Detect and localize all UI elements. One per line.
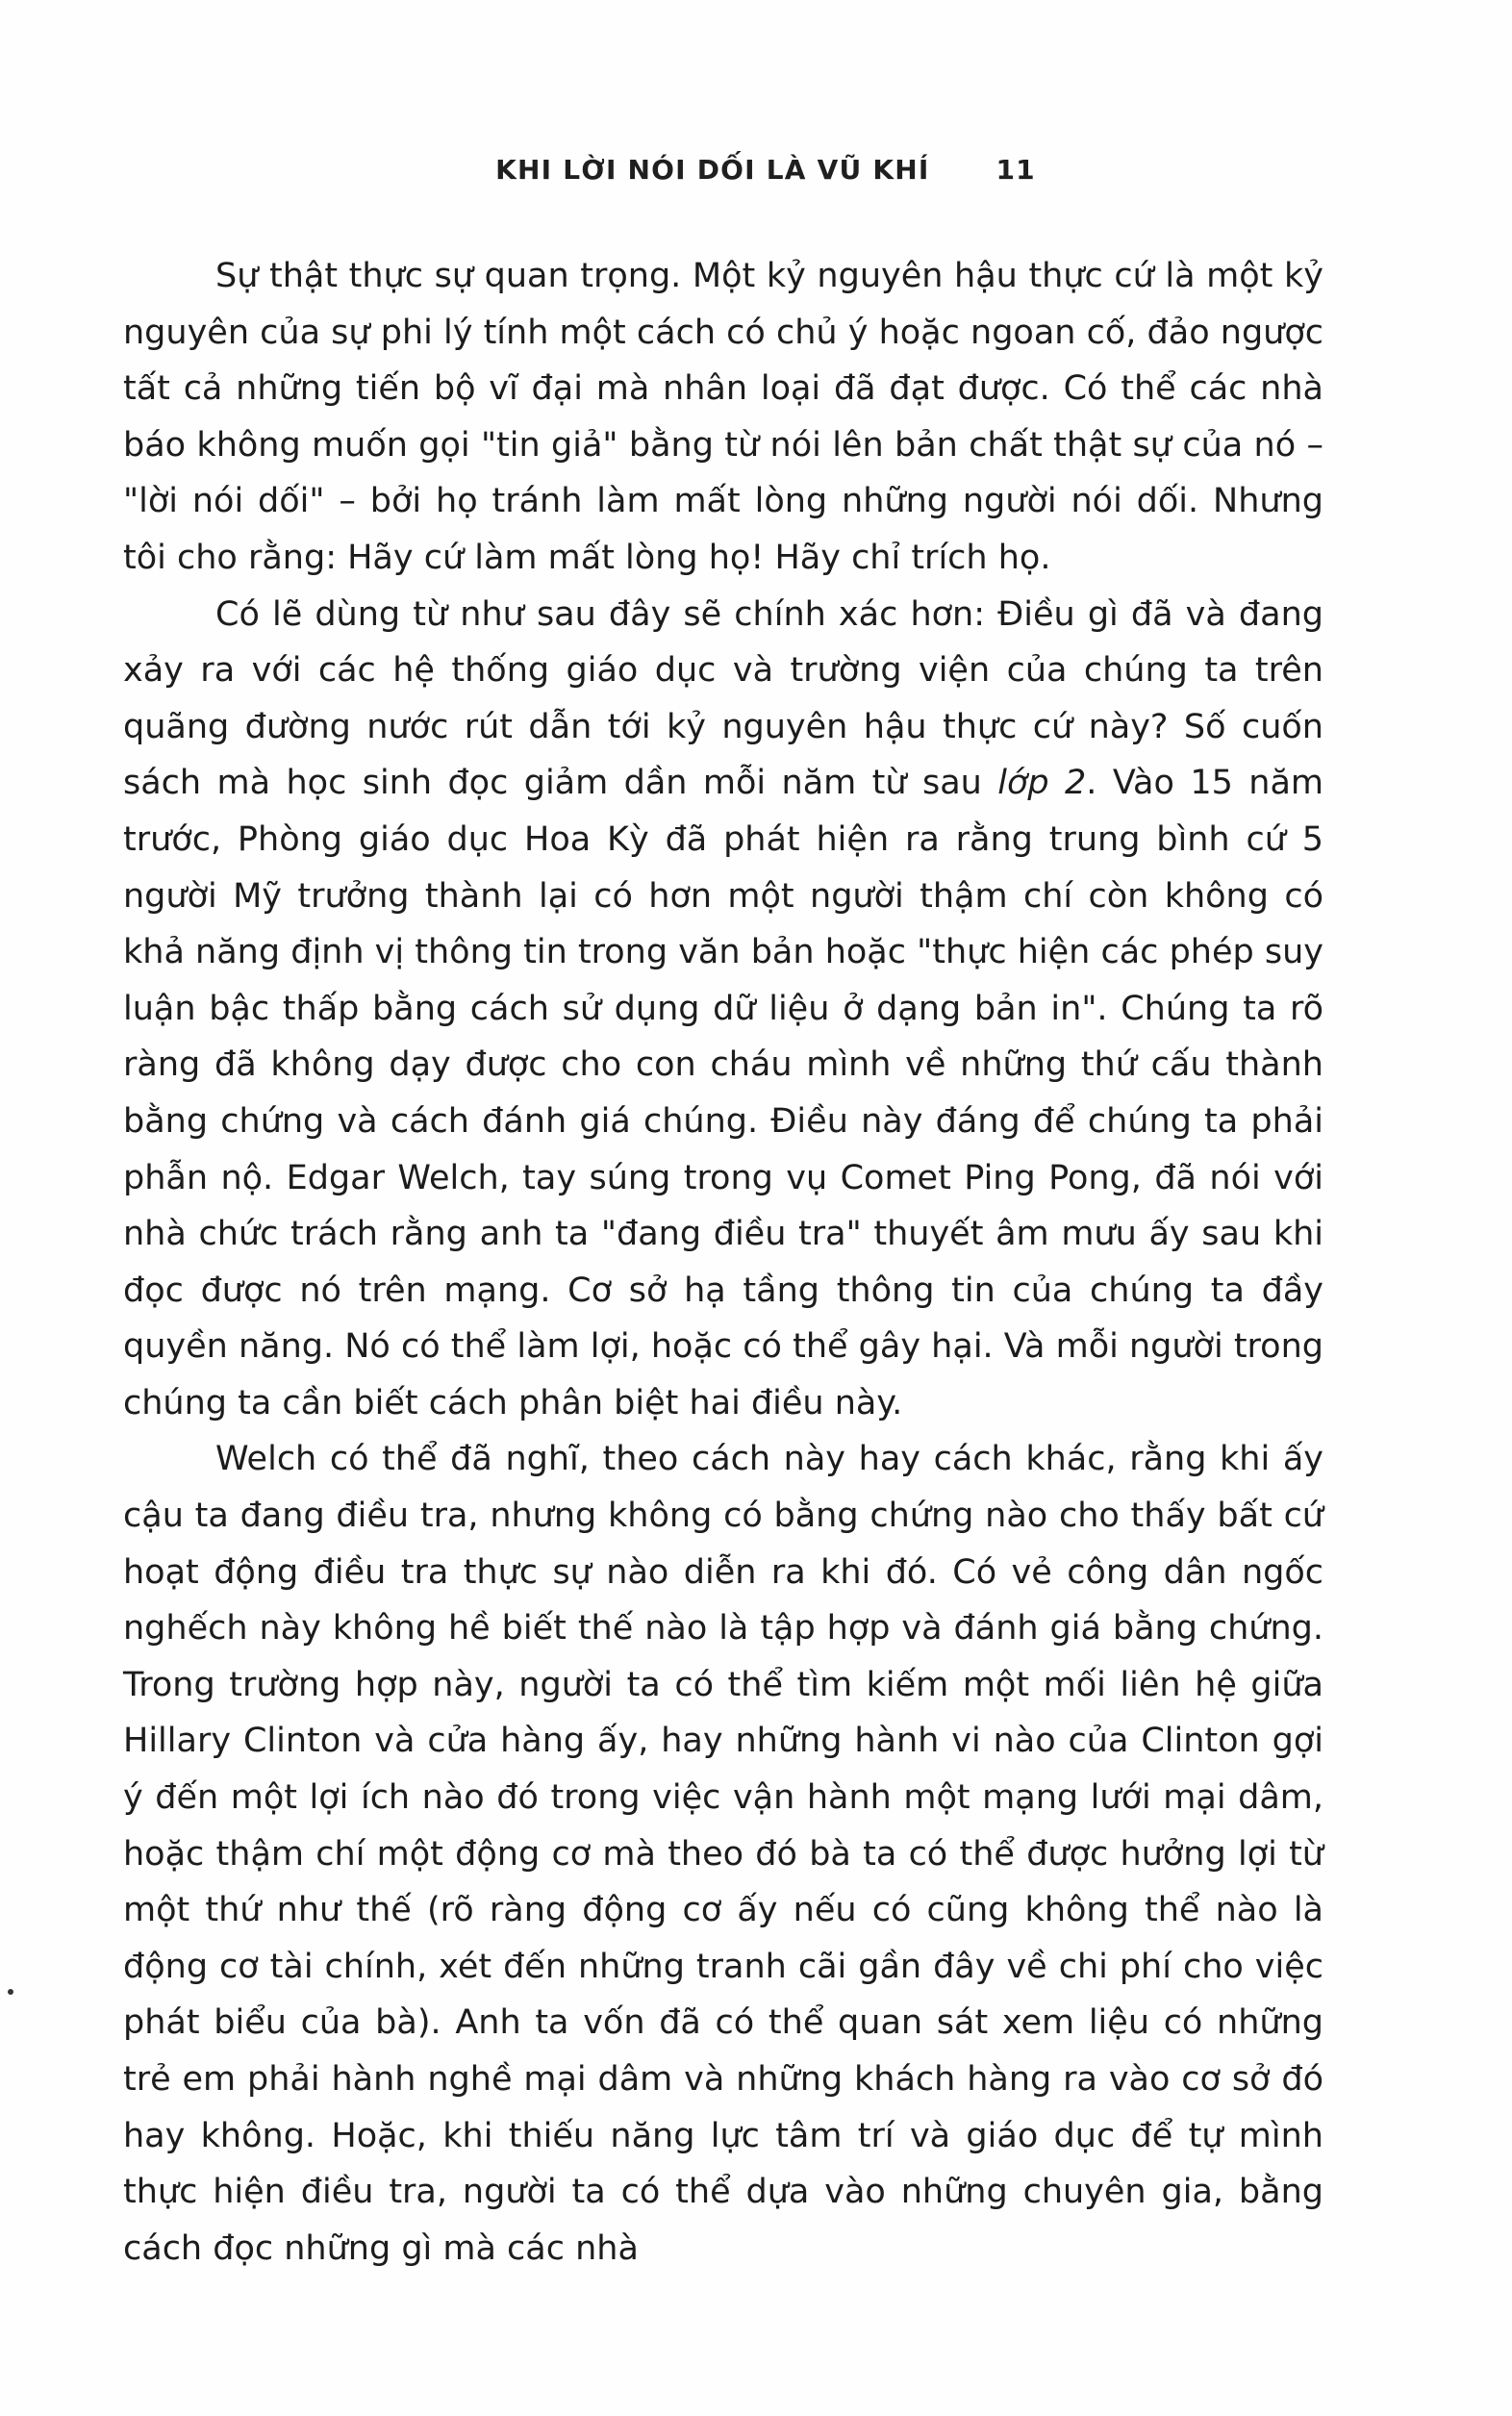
paragraph-2 bbox=[123, 587, 1323, 1432]
running-title: KHI LỜI NÓI DỐI LÀ VŨ KHÍ bbox=[495, 154, 930, 186]
paragraph-2-part-2: . Vào 15 năm trước, Phòng giáo dục Hoa Kỳ đã phát hiện ra rằng trung bình cứ 5 người Mỹ trưởng thành lại có hơn một người thậm chí còn không có khả năng định vị thông tin trong văn bản hoặc "thực hiện các phép suy luận bậc thấp bằng cách sử dụng dữ liệu ở dạng bản in". Chúng ta rõ ràng đã không dạy được cho con cháu mình về những thứ cấu thành bằng chứng và cách đánh giá chúng. Điều này đáng để chúng ta phải phẫn nộ. Edgar Welch, tay súng trong vụ Comet Ping Pong, đã nói với nhà chức trách rằng anh ta "đang điều tra" thuyết âm mưu ấy sau khi đọc được nó trên mạng. Cơ sở hạ tầng thông tin của chúng ta đầy quyền năng. Nó có thể làm lợi, hoặc có thể gây hại. Và mỗi người trong chúng ta cần biết cách phân biệt hai điều này. bbox=[123, 764, 1323, 1422]
print-speck bbox=[8, 1989, 13, 1995]
paragraph-2-part-1: Có lẽ dùng từ như sau đây sẽ chính xác hơn: Điều gì đã và đang xảy ra với các hệ thống giáo dục và trường viện của chúng ta trên quãng đường nước rút dẫn tới kỷ nguyên hậu thực cứ này? Số cuốn sách mà học sinh đọc giảm dần mỗi năm từ sau bbox=[123, 594, 1323, 803]
running-header bbox=[0, 154, 1512, 186]
paragraph-3: Welch có thể đã nghĩ, theo cách này hay cách khác, rằng khi ấy cậu ta đang điều tra, nhưng không có bằng chứng nào cho thấy bất cứ hoạt động điều tra thực sự nào diễn ra khi đó. Có vẻ công dân ngốc nghếch này không hề biết thế nào là tập hợp và đánh giá bằng chứng. Trong trường hợp này, người ta có thể tìm kiếm một mối liên hệ giữa Hillary Clinton và cửa hàng ấy, hay những hành vi nào của Clinton gợi ý đến một lợi ích nào đó trong việc vận hành một mạng lưới mại dâm, hoặc thậm chí một động cơ mà theo đó bà ta có thể được hưởng lợi từ một thứ như thế (rõ ràng động cơ ấy nếu có cũng không thể nào là động cơ tài chính, xét đến những tranh cãi gần đây về chi phí cho việc phát biểu của bà). Anh ta vốn đã có thể quan sát xem liệu có những trẻ em phải hành nghề mại dâm và những khách hàng ra vào cơ sở đó hay không. Hoặc, khi thiếu năng lực tâm trí và giáo dục để tự mình thực hiện điều tra, người ta có thể dựa vào những chuyên gia, bằng cách đọc những gì mà các nhà bbox=[123, 1440, 1323, 2268]
paragraph-1: Sự thật thực sự quan trọng. Một kỷ nguyên hậu thực cứ là một kỷ nguyên của sự phi lý tính một cách có chủ ý hoặc ngoan cố, đảo ngược tất cả những tiến bộ vĩ đại mà nhân loại đã đạt được. Có thể các nhà báo không muốn gọi "tin giả" bằng từ nói lên bản chất thật sự của nó – "lời nói dối" – bởi họ tránh làm mất lòng những người nói dối. Nhưng tôi cho rằng: Hãy cứ làm mất lòng họ! Hãy chỉ trích họ. bbox=[123, 257, 1323, 577]
body-text bbox=[123, 248, 1323, 2277]
italic-term: lớp 2 bbox=[997, 764, 1087, 803]
page-number: 11 bbox=[995, 154, 1036, 186]
